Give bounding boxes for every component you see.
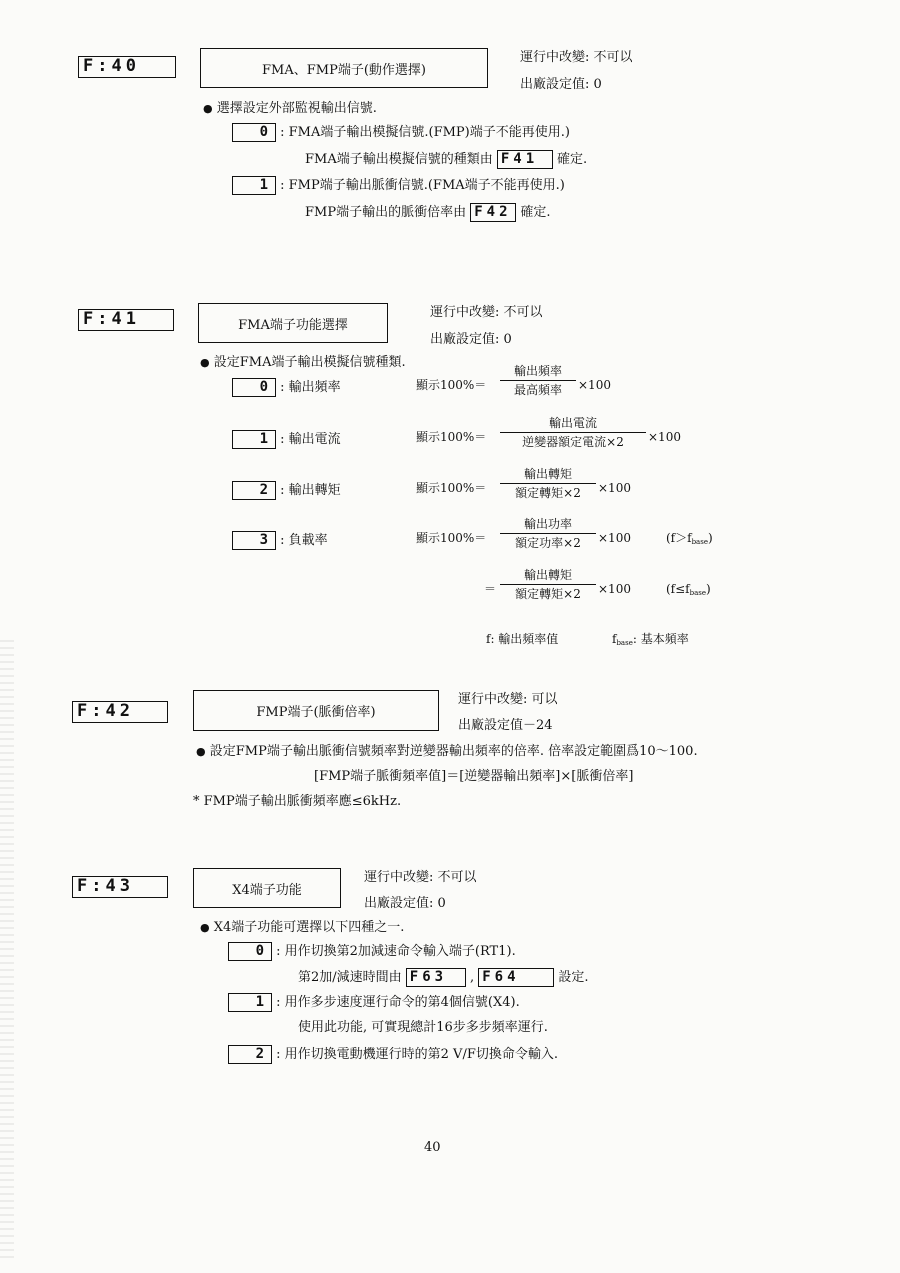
parameter-code-f43: F:43 (72, 876, 168, 898)
desc-f43: X4端子功能可選擇以下四種之一. (213, 920, 405, 935)
fma-mult-1: ×100 (648, 430, 681, 444)
note-fbase-text: : 基本頻率 (632, 632, 689, 646)
fma-row-0 (232, 378, 341, 397)
option-1-detail-f40 (305, 203, 551, 222)
option-0-detail-f43 (298, 968, 589, 987)
fma-code-1: 1 (232, 430, 276, 449)
option-0-f43 (228, 942, 516, 961)
factory-default-f40: 出廠設定值: 0 (520, 77, 602, 92)
fma-num-1: 輸出電流 (500, 416, 646, 433)
ref-code-f42: F42 (470, 203, 516, 222)
desc-f42: 設定FMP端子輸出脈衝信號頻率對逆變器輸出頻率的倍率. 倍率設定範圍爲10～100. (209, 744, 698, 759)
run-change-f43: 運行中改變: 不可以 (364, 870, 477, 885)
cond-text-3: (f＞f (666, 531, 692, 545)
fma-row-3 (232, 531, 328, 550)
fma-num-4: 輸出轉矩 (500, 568, 596, 585)
fma-mult-3: ×100 (598, 531, 631, 545)
ref-code-f41: F41 (497, 150, 553, 169)
factory-default-f43: 出廠設定值: 0 (364, 896, 446, 911)
bullet-icon: ● (203, 102, 213, 115)
fma-lhs-3: 顯示100%＝ (416, 531, 487, 545)
fma-cond-3: $(f>f_{base})$ (666, 531, 713, 546)
section-title-f41: FMA端子功能選擇 (198, 303, 388, 343)
desc-f40: 選擇設定外部監視輸出信號. (216, 101, 377, 116)
run-change-f41: 運行中改變: 不可以 (430, 305, 543, 320)
parameter-code-f41: F:41 (78, 309, 174, 331)
fma-label-0: : 輸出頻率 (280, 380, 341, 395)
fma-den-4: 額定轉矩×2 (515, 587, 581, 601)
option-0-detail-text: FMA端子輸出模擬信號的種類由 (305, 152, 493, 167)
run-change-f42: 運行中改變: 可以 (458, 692, 558, 707)
fma-fraction-2 (500, 467, 596, 500)
fma-code-3: 3 (232, 531, 276, 550)
x4-code-0: 0 (228, 942, 272, 961)
x4-option-1-text: : 用作多步速度運行命令的第4個信號(X4). (276, 995, 520, 1010)
option-code-0: 0 (232, 123, 276, 142)
bullet-icon: ● (196, 745, 206, 758)
note-fbase (612, 632, 689, 651)
fma-num-3: 輸出功率 (500, 517, 596, 534)
fma-code-0: 0 (232, 378, 276, 397)
fma-num-2: 輸出轉矩 (500, 467, 596, 484)
fma-mult-0: ×100 (578, 378, 611, 392)
fma-lhs-0: 顯示100%＝ (416, 378, 487, 392)
section-title-f42: FMP端子(脈衝倍率) (193, 690, 439, 731)
note-fbase-f: f (612, 632, 617, 646)
desc-row-f41 (200, 355, 406, 371)
fma-den-0: 最高頻率 (513, 383, 562, 397)
factory-default-f41: 出廠設定值: 0 (430, 332, 512, 347)
fma-cond-4: $(f\le f_{base})$ (666, 582, 711, 597)
option-0-f40 (232, 123, 570, 142)
fma-fraction-1 (500, 416, 646, 449)
page-number: 40 (424, 1140, 441, 1155)
fma-mult-2: ×100 (598, 481, 631, 495)
option-1-detail-text: FMP端子輸出的脈衝倍率由 (305, 205, 467, 220)
x4-option-0-detail: 第2加/減速時間由 (298, 970, 402, 985)
fma-num-0: 輸出頻率 (500, 364, 576, 381)
x4-option-0-detail-end: 設定. (558, 970, 589, 985)
formula-f42: [FMP端子脈衝頻率值]＝[逆變器輸出頻率]×[脈衝倍率] (314, 769, 634, 784)
fma-label-3: : 負載率 (280, 533, 328, 548)
cond-sub-3: base (691, 538, 708, 546)
fma-den-3: 額定功率×2 (515, 536, 581, 550)
fma-row-2 (232, 481, 341, 500)
desc-row-f43 (200, 920, 404, 936)
desc-f41: 設定FMA端子輸出模擬信號種類. (213, 355, 406, 370)
x4-code-2: 2 (228, 1045, 272, 1064)
fma-fraction-0 (500, 364, 576, 397)
section-title-f43: X4端子功能 (193, 868, 341, 908)
parameter-code-f40: F:40 (78, 56, 176, 78)
run-change-f40: 運行中改變: 不可以 (520, 50, 633, 65)
note-fbase-sub: base (616, 639, 633, 647)
option-0-detail-f40 (305, 150, 587, 169)
fma-fraction-4 (500, 568, 596, 601)
option-code-1: 1 (232, 176, 276, 195)
fma-lhs-2: 顯示100%＝ (416, 481, 487, 495)
option-1-f43 (228, 993, 520, 1012)
cond-sub-4: base (689, 589, 707, 597)
fma-mult-4: ×100 (598, 582, 631, 596)
parameter-code-f42: F:42 (72, 701, 168, 723)
ref-separator: , (469, 970, 475, 985)
option-1-text: : FMP端子輸出脈衝信號.(FMA端子不能再使用.) (280, 178, 565, 193)
section-title-f40: FMA、FMP端子(動作選擇) (200, 48, 488, 88)
scan-edge-noise (0, 640, 14, 1260)
desc-row-f40 (203, 101, 377, 117)
x4-option-1-detail: 使用此功能, 可實現總計16步多步頻率運行. (298, 1020, 548, 1035)
note-f42: * FMP端子輸出脈衝頻率應≤6kHz. (193, 794, 402, 809)
note-f: f: 輸出頻率值 (486, 632, 559, 646)
ref-code-f64: F64 (478, 968, 554, 987)
fma-fraction-3 (500, 517, 596, 550)
ref-code-f63: F63 (406, 968, 466, 987)
fma-lhs-4: ＝ (484, 582, 497, 596)
option-0-detail-end: 確定. (557, 152, 588, 167)
cond-text-4: (f≤f (666, 582, 690, 596)
fma-den-2: 額定轉矩×2 (515, 486, 581, 500)
option-1-f40 (232, 176, 565, 195)
factory-default-f42: 出廠設定值－24 (458, 718, 553, 733)
x4-code-1: 1 (228, 993, 272, 1012)
fma-den-1: 逆變器額定電流×2 (522, 435, 624, 449)
bullet-icon: ● (200, 921, 210, 934)
fma-label-1: : 輸出電流 (280, 432, 341, 447)
fma-label-2: : 輸出轉矩 (280, 483, 341, 498)
fma-code-2: 2 (232, 481, 276, 500)
x4-option-0-text: : 用作切換第2加減速命令輸入端子(RT1). (276, 944, 516, 959)
option-2-f43 (228, 1045, 558, 1064)
fma-row-1 (232, 430, 341, 449)
x4-option-2-text: : 用作切換電動機運行時的第2 V/F切換命令輸入. (276, 1047, 558, 1062)
bullet-icon: ● (200, 356, 210, 369)
option-0-text: : FMA端子輸出模擬信號.(FMP)端子不能再使用.) (280, 125, 570, 140)
desc-row-f42 (196, 744, 698, 760)
option-1-detail-end: 確定. (520, 205, 551, 220)
fma-lhs-1: 顯示100%＝ (416, 430, 487, 444)
